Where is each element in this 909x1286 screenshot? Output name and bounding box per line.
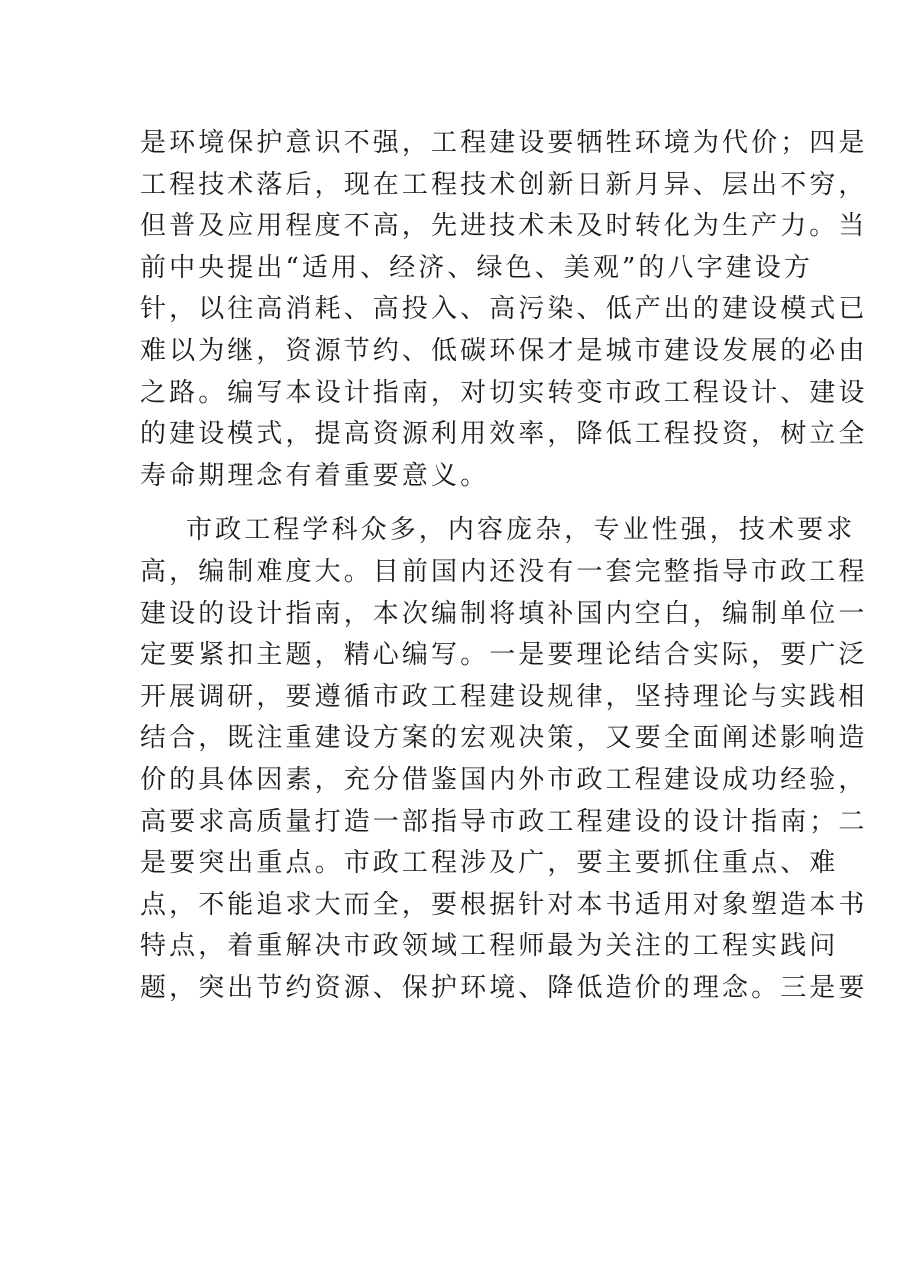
paragraph-line: 前中央提出“适用、经济、绿色、美观”的八字建设方: [140, 252, 813, 283]
paragraph-line: 针，以往高消耗、高投入、高污染、低产出的建设模式已: [140, 294, 868, 325]
paragraph-line: 题，突出节约资源、保护环境、降低造价的理念。三是要: [140, 972, 868, 1003]
paragraph-line: 建设的设计指南，本次编制将填补国内空白，编制单位一: [140, 598, 868, 629]
paragraph-line: 点，不能追求大而全，要根据针对本书适用对象塑造本书: [140, 889, 868, 920]
paragraph-line: 工程技术落后，现在工程技术创新日新月异、层出不穷，: [140, 169, 868, 200]
paragraph-first-line: 市政工程学科众多，内容庞杂，专业性强，技术要求: [186, 515, 856, 546]
paragraph-spacer: [140, 497, 772, 510]
paragraph-line: 的建设模式，提高资源利用效率，降低工程投资，树立全: [140, 419, 868, 450]
paragraph-line: 之路。编写本设计指南，对切实转变市政工程设计、建设: [140, 377, 868, 408]
paragraph-1: [140, 123, 868, 497]
paragraph-2: [140, 510, 868, 1009]
paragraph-line: 是环境保护意识不强，工程建设要牺牲环境为代价；四是: [140, 128, 868, 158]
paragraph-line: 结合，既注重建设方案的宏观决策，又要全面阐述影响造: [140, 723, 868, 754]
paragraph-line: 价的具体因素，充分借鉴国内外市政工程建设成功经验，: [140, 764, 868, 795]
paragraph-line: 难以为继，资源节约、低碳环保才是城市建设发展的必由: [140, 335, 868, 366]
paragraph-line: 高要求高质量打造一部指导市政工程建设的设计指南；二: [140, 806, 868, 837]
body-text: [140, 123, 868, 1009]
paragraph-line: 寿命期理念有着重要意义。: [140, 460, 490, 491]
paragraph-line: 但普及应用程度不高，先进技术未及时转化为生产力。当: [140, 211, 868, 242]
paragraph-line: 开展调研，要遵循市政工程建设规律，坚持理论与实践相: [140, 681, 868, 712]
paragraph-line: 定要紧扣主题，精心编写。一是要理论结合实际，要广泛: [140, 640, 868, 671]
paragraph-line: 特点，着重解决市政领域工程师最为关注的工程实践问: [140, 931, 839, 962]
paragraph-line: 是要突出重点。市政工程涉及广，要主要抓住重点、难: [140, 848, 839, 879]
paragraph-line: 高，编制难度大。目前国内还没有一套完整指导市政工程: [140, 556, 868, 587]
